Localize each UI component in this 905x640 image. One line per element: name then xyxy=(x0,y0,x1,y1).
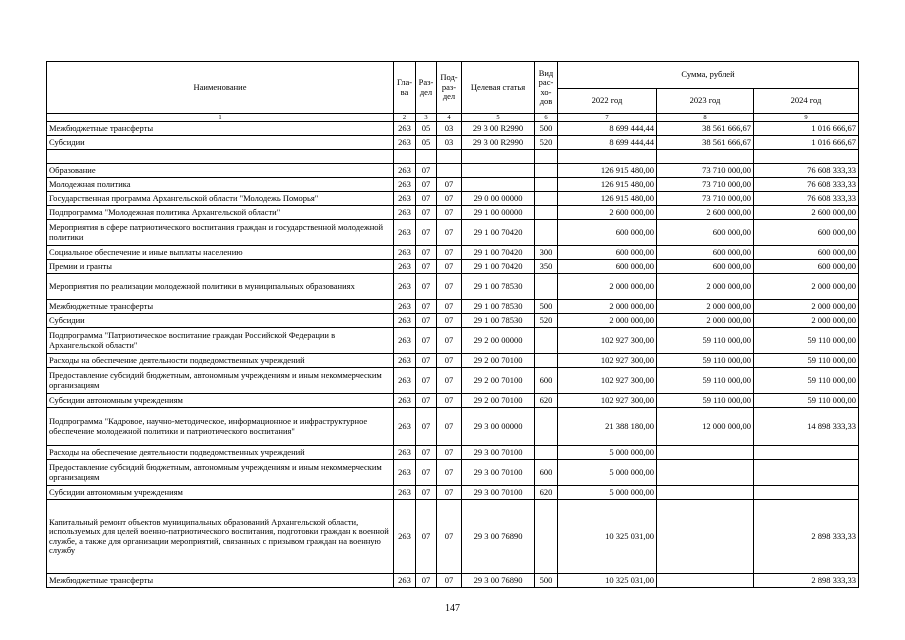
header-podrazdel: Под-раз-дел xyxy=(437,62,462,114)
row-target: 29 2 00 00000 xyxy=(462,328,535,354)
row-target xyxy=(462,164,535,178)
row-vid xyxy=(535,274,558,300)
table-row xyxy=(47,408,859,446)
row-sum-2022: 600 000,00 xyxy=(558,260,657,274)
row-vid xyxy=(535,500,558,574)
row-target: 29 1 00 78530 xyxy=(462,274,535,300)
row-target: 29 1 00 78530 xyxy=(462,300,535,314)
row-glava: 263 xyxy=(394,164,416,178)
table-row xyxy=(47,122,859,136)
row-glava xyxy=(394,150,416,164)
row-sum-2022: 600 000,00 xyxy=(558,246,657,260)
row-razdel: 07 xyxy=(416,178,437,192)
table-row xyxy=(47,300,859,314)
row-razdel: 07 xyxy=(416,328,437,354)
col-number: 8 xyxy=(657,114,754,122)
row-sum-2023: 73 710 000,00 xyxy=(657,178,754,192)
row-vid: 520 xyxy=(535,314,558,328)
col-number: 3 xyxy=(416,114,437,122)
row-sum-2024: 59 110 000,00 xyxy=(754,394,859,408)
row-sum-2023: 600 000,00 xyxy=(657,260,754,274)
row-glava: 263 xyxy=(394,274,416,300)
row-sum-2024: 1 016 666,67 xyxy=(754,136,859,150)
row-name: Субсидии автономным учреждениям xyxy=(47,486,394,500)
row-sum-2024: 76 608 333,33 xyxy=(754,192,859,206)
row-glava: 263 xyxy=(394,122,416,136)
row-podrazdel: 07 xyxy=(437,178,462,192)
table-row xyxy=(47,260,859,274)
table-row xyxy=(47,220,859,246)
header-sum: Сумма, рублей xyxy=(558,62,859,89)
row-sum-2024: 59 110 000,00 xyxy=(754,328,859,354)
col-number: 5 xyxy=(462,114,535,122)
page-number: 147 xyxy=(445,603,460,614)
row-sum-2022: 102 927 300,00 xyxy=(558,368,657,394)
table-row xyxy=(47,136,859,150)
row-sum-2024: 76 608 333,33 xyxy=(754,164,859,178)
row-vid: 500 xyxy=(535,122,558,136)
row-sum-2022: 102 927 300,00 xyxy=(558,328,657,354)
row-glava: 263 xyxy=(394,328,416,354)
row-sum-2023: 59 110 000,00 xyxy=(657,394,754,408)
col-number: 9 xyxy=(754,114,859,122)
row-razdel: 07 xyxy=(416,206,437,220)
row-target: 29 1 00 70420 xyxy=(462,220,535,246)
row-name: Капитальный ремонт объектов муниципальных образований Архангельской области, используемых для целей военно-патриотического воспитания, подготовки граждан к военной службе, а также для организации мероприятий, связанных с призывом граждан на военную службу xyxy=(47,500,394,574)
table-body xyxy=(47,122,859,588)
row-podrazdel: 07 xyxy=(437,500,462,574)
row-sum-2024: 2 000 000,00 xyxy=(754,300,859,314)
row-sum-2024: 600 000,00 xyxy=(754,260,859,274)
row-podrazdel: 07 xyxy=(437,220,462,246)
table-row xyxy=(47,328,859,354)
row-vid: 600 xyxy=(535,368,558,394)
row-podrazdel xyxy=(437,150,462,164)
row-sum-2023: 12 000 000,00 xyxy=(657,408,754,446)
row-razdel: 07 xyxy=(416,574,437,588)
row-target: 29 3 00 00000 xyxy=(462,408,535,446)
row-razdel: 05 xyxy=(416,122,437,136)
row-sum-2022: 102 927 300,00 xyxy=(558,354,657,368)
row-sum-2023: 600 000,00 xyxy=(657,246,754,260)
row-sum-2022: 5 000 000,00 xyxy=(558,460,657,486)
row-sum-2022: 2 600 000,00 xyxy=(558,206,657,220)
table-row xyxy=(47,446,859,460)
row-podrazdel: 07 xyxy=(437,328,462,354)
row-name: Предоставление субсидий бюджетным, автономным учреждениям и иным некоммерческим организациям xyxy=(47,368,394,394)
row-glava: 263 xyxy=(394,486,416,500)
row-razdel: 07 xyxy=(416,164,437,178)
row-vid xyxy=(535,192,558,206)
table-row xyxy=(47,394,859,408)
row-sum-2024: 600 000,00 xyxy=(754,246,859,260)
row-sum-2022: 2 000 000,00 xyxy=(558,300,657,314)
row-razdel: 07 xyxy=(416,368,437,394)
row-podrazdel: 07 xyxy=(437,460,462,486)
table-row xyxy=(47,274,859,300)
row-target: 29 3 00 70100 xyxy=(462,446,535,460)
row-podrazdel: 07 xyxy=(437,394,462,408)
row-razdel: 07 xyxy=(416,300,437,314)
row-sum-2022: 126 915 480,00 xyxy=(558,178,657,192)
row-glava: 263 xyxy=(394,446,416,460)
row-glava: 263 xyxy=(394,368,416,394)
row-target: 29 1 00 00000 xyxy=(462,206,535,220)
row-sum-2023 xyxy=(657,500,754,574)
row-sum-2024 xyxy=(754,150,859,164)
row-vid xyxy=(535,446,558,460)
row-sum-2024: 59 110 000,00 xyxy=(754,368,859,394)
row-vid xyxy=(535,164,558,178)
row-sum-2022: 5 000 000,00 xyxy=(558,486,657,500)
row-sum-2024: 76 608 333,33 xyxy=(754,178,859,192)
row-glava: 263 xyxy=(394,408,416,446)
row-vid xyxy=(535,206,558,220)
row-razdel: 07 xyxy=(416,486,437,500)
row-razdel: 07 xyxy=(416,408,437,446)
row-sum-2023: 38 561 666,67 xyxy=(657,136,754,150)
row-sum-2023: 73 710 000,00 xyxy=(657,164,754,178)
header-year-2024: 2024 год xyxy=(754,89,859,114)
header-target: Целевая статья xyxy=(462,62,535,114)
row-glava: 263 xyxy=(394,574,416,588)
row-sum-2022: 8 699 444,44 xyxy=(558,122,657,136)
row-sum-2023 xyxy=(657,486,754,500)
row-name: Субсидии xyxy=(47,136,394,150)
row-sum-2022: 5 000 000,00 xyxy=(558,446,657,460)
row-name: Государственная программа Архангельской области "Молодежь Поморья" xyxy=(47,192,394,206)
row-razdel: 07 xyxy=(416,394,437,408)
col-number: 6 xyxy=(535,114,558,122)
row-glava: 263 xyxy=(394,314,416,328)
row-podrazdel: 03 xyxy=(437,122,462,136)
row-vid xyxy=(535,354,558,368)
row-podrazdel: 07 xyxy=(437,486,462,500)
row-target: 29 3 00 R2990 xyxy=(462,122,535,136)
row-razdel: 07 xyxy=(416,274,437,300)
row-razdel: 07 xyxy=(416,500,437,574)
row-sum-2023: 2 000 000,00 xyxy=(657,300,754,314)
row-target: 29 3 00 R2990 xyxy=(462,136,535,150)
row-name: Подпрограмма "Молодежная политика Архангельской области" xyxy=(47,206,394,220)
row-name: Субсидии xyxy=(47,314,394,328)
table-row xyxy=(47,314,859,328)
row-sum-2022: 126 915 480,00 xyxy=(558,192,657,206)
row-target: 29 2 00 70100 xyxy=(462,368,535,394)
row-glava: 263 xyxy=(394,260,416,274)
row-target: 29 1 00 70420 xyxy=(462,246,535,260)
row-sum-2023: 600 000,00 xyxy=(657,220,754,246)
row-vid xyxy=(535,220,558,246)
row-sum-2023 xyxy=(657,446,754,460)
row-sum-2023: 59 110 000,00 xyxy=(657,354,754,368)
table-row xyxy=(47,354,859,368)
row-vid: 500 xyxy=(535,300,558,314)
row-name: Межбюджетные трансферты xyxy=(47,122,394,136)
row-razdel: 07 xyxy=(416,220,437,246)
row-name: Межбюджетные трансферты xyxy=(47,574,394,588)
row-razdel: 07 xyxy=(416,354,437,368)
row-vid: 620 xyxy=(535,486,558,500)
row-sum-2024: 600 000,00 xyxy=(754,220,859,246)
header-vid: Вид рас-хо-дов xyxy=(535,62,558,114)
row-sum-2023: 38 561 666,67 xyxy=(657,122,754,136)
row-sum-2022: 2 000 000,00 xyxy=(558,274,657,300)
row-glava: 263 xyxy=(394,220,416,246)
row-name: Субсидии автономным учреждениям xyxy=(47,394,394,408)
col-number: 7 xyxy=(558,114,657,122)
row-sum-2024: 2 898 333,33 xyxy=(754,574,859,588)
row-sum-2024: 2 000 000,00 xyxy=(754,274,859,300)
row-sum-2022: 126 915 480,00 xyxy=(558,164,657,178)
table-row xyxy=(47,486,859,500)
row-sum-2023 xyxy=(657,150,754,164)
column-number-row xyxy=(47,114,859,122)
table-row xyxy=(47,150,859,164)
row-podrazdel: 07 xyxy=(437,206,462,220)
row-razdel: 07 xyxy=(416,260,437,274)
row-razdel: 07 xyxy=(416,314,437,328)
col-number: 4 xyxy=(437,114,462,122)
col-number: 2 xyxy=(394,114,416,122)
row-podrazdel: 07 xyxy=(437,274,462,300)
row-name: Межбюджетные трансферты xyxy=(47,300,394,314)
row-sum-2023: 2 000 000,00 xyxy=(657,274,754,300)
row-sum-2023: 2 000 000,00 xyxy=(657,314,754,328)
row-vid xyxy=(535,178,558,192)
table-row xyxy=(47,246,859,260)
row-glava: 263 xyxy=(394,246,416,260)
row-target: 29 2 00 70100 xyxy=(462,394,535,408)
row-sum-2022: 21 388 180,00 xyxy=(558,408,657,446)
row-sum-2023 xyxy=(657,460,754,486)
row-glava: 263 xyxy=(394,206,416,220)
row-sum-2024: 2 898 333,33 xyxy=(754,500,859,574)
col-number: 1 xyxy=(47,114,394,122)
row-name: Подпрограмма "Кадровое, научно-методическое, информационное и инфраструктурное обеспечение молодежной политики и патриотического воспитания" xyxy=(47,408,394,446)
table-row xyxy=(47,192,859,206)
row-sum-2022: 10 325 031,00 xyxy=(558,500,657,574)
row-sum-2023 xyxy=(657,574,754,588)
row-target: 29 3 00 70100 xyxy=(462,486,535,500)
row-glava: 263 xyxy=(394,136,416,150)
row-glava: 263 xyxy=(394,394,416,408)
row-name: Мероприятия по реализации молодежной политики в муниципальных образованиях xyxy=(47,274,394,300)
row-target: 29 2 00 70100 xyxy=(462,354,535,368)
row-target xyxy=(462,150,535,164)
row-podrazdel: 07 xyxy=(437,300,462,314)
row-podrazdel: 07 xyxy=(437,314,462,328)
row-name: Расходы на обеспечение деятельности подведомственных учреждений xyxy=(47,446,394,460)
table-row xyxy=(47,164,859,178)
row-razdel: 07 xyxy=(416,192,437,206)
row-name: Премии и гранты xyxy=(47,260,394,274)
row-name: Образование xyxy=(47,164,394,178)
header-razdel: Раз-дел xyxy=(416,62,437,114)
row-podrazdel xyxy=(437,164,462,178)
row-name: Молодежная политика xyxy=(47,178,394,192)
row-glava: 263 xyxy=(394,460,416,486)
row-razdel: 07 xyxy=(416,446,437,460)
row-razdel xyxy=(416,150,437,164)
row-vid xyxy=(535,408,558,446)
row-sum-2024: 2 000 000,00 xyxy=(754,314,859,328)
table-row xyxy=(47,574,859,588)
row-sum-2024: 59 110 000,00 xyxy=(754,354,859,368)
row-razdel: 07 xyxy=(416,460,437,486)
row-sum-2024: 14 898 333,33 xyxy=(754,408,859,446)
row-glava: 263 xyxy=(394,354,416,368)
row-target: 29 3 00 76890 xyxy=(462,500,535,574)
row-glava: 263 xyxy=(394,192,416,206)
row-sum-2023: 59 110 000,00 xyxy=(657,328,754,354)
budget-table xyxy=(46,61,859,588)
row-glava: 263 xyxy=(394,500,416,574)
row-sum-2023: 59 110 000,00 xyxy=(657,368,754,394)
row-target: 29 1 00 78530 xyxy=(462,314,535,328)
row-sum-2022: 8 699 444,44 xyxy=(558,136,657,150)
row-podrazdel: 07 xyxy=(437,260,462,274)
header-year-2022: 2022 год xyxy=(558,89,657,114)
row-target xyxy=(462,178,535,192)
row-name: Подпрограмма "Патриотическое воспитание граждан Российской Федерации в Архангельской области" xyxy=(47,328,394,354)
row-sum-2024: 2 600 000,00 xyxy=(754,206,859,220)
row-name: Мероприятия в сфере патриотического воспитания граждан и государственной молодежной политики xyxy=(47,220,394,246)
row-vid: 350 xyxy=(535,260,558,274)
row-name: Предоставление субсидий бюджетным, автономным учреждениям и иным некоммерческим организациям xyxy=(47,460,394,486)
row-sum-2022 xyxy=(558,150,657,164)
row-podrazdel: 07 xyxy=(437,574,462,588)
row-sum-2022: 600 000,00 xyxy=(558,220,657,246)
row-sum-2024 xyxy=(754,446,859,460)
row-razdel: 05 xyxy=(416,136,437,150)
header-glava: Гла-ва xyxy=(394,62,416,114)
row-sum-2023: 73 710 000,00 xyxy=(657,192,754,206)
row-glava: 263 xyxy=(394,300,416,314)
row-glava: 263 xyxy=(394,178,416,192)
table-row xyxy=(47,368,859,394)
table-row xyxy=(47,178,859,192)
row-podrazdel: 07 xyxy=(437,354,462,368)
row-sum-2022: 2 000 000,00 xyxy=(558,314,657,328)
row-target: 29 1 00 70420 xyxy=(462,260,535,274)
row-sum-2023: 2 600 000,00 xyxy=(657,206,754,220)
row-target: 29 0 00 00000 xyxy=(462,192,535,206)
row-sum-2024 xyxy=(754,460,859,486)
row-podrazdel: 07 xyxy=(437,368,462,394)
header-name: Наименование xyxy=(47,62,394,114)
row-sum-2024: 1 016 666,67 xyxy=(754,122,859,136)
row-vid: 600 xyxy=(535,460,558,486)
row-sum-2022: 10 325 031,00 xyxy=(558,574,657,588)
row-name: Социальное обеспечение и иные выплаты населению xyxy=(47,246,394,260)
row-podrazdel: 07 xyxy=(437,192,462,206)
row-name xyxy=(47,150,394,164)
row-sum-2022: 102 927 300,00 xyxy=(558,394,657,408)
row-vid: 520 xyxy=(535,136,558,150)
row-podrazdel: 07 xyxy=(437,446,462,460)
row-vid xyxy=(535,150,558,164)
row-podrazdel: 03 xyxy=(437,136,462,150)
header-year-2023: 2023 год xyxy=(657,89,754,114)
row-name: Расходы на обеспечение деятельности подведомственных учреждений xyxy=(47,354,394,368)
row-vid: 500 xyxy=(535,574,558,588)
table-row xyxy=(47,206,859,220)
table-row xyxy=(47,500,859,574)
row-vid: 300 xyxy=(535,246,558,260)
row-podrazdel: 07 xyxy=(437,246,462,260)
row-target: 29 3 00 70100 xyxy=(462,460,535,486)
row-vid: 620 xyxy=(535,394,558,408)
row-sum-2024 xyxy=(754,486,859,500)
row-razdel: 07 xyxy=(416,246,437,260)
row-target: 29 3 00 76890 xyxy=(462,574,535,588)
row-podrazdel: 07 xyxy=(437,408,462,446)
row-vid xyxy=(535,328,558,354)
table-row xyxy=(47,460,859,486)
